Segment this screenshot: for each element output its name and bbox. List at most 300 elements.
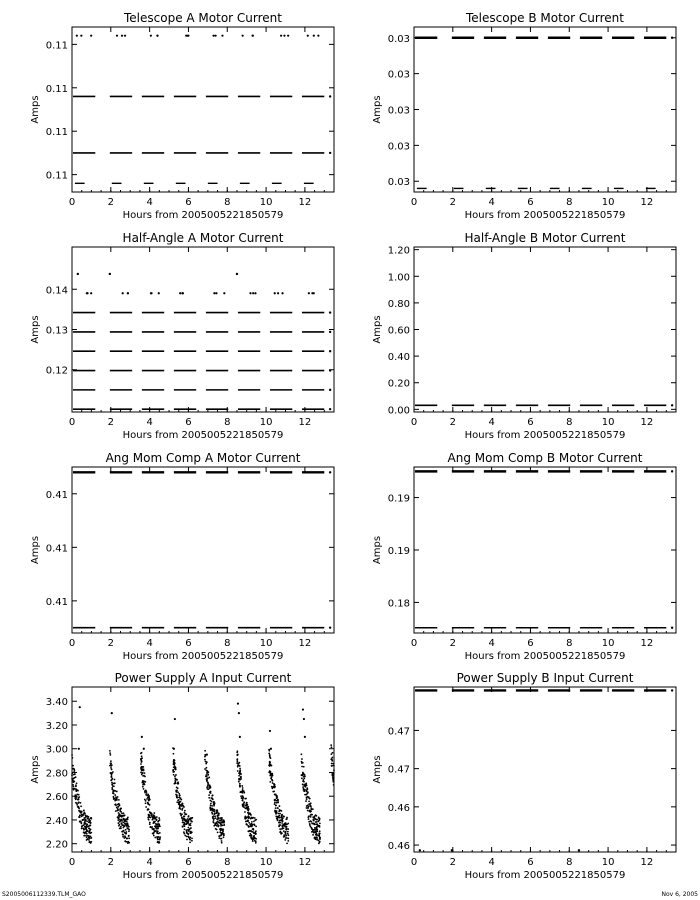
- x-tick-label: 2: [449, 197, 457, 208]
- data-point: [213, 819, 215, 821]
- data-point: [304, 736, 306, 738]
- data-point: [71, 774, 73, 776]
- data-point: [71, 754, 73, 756]
- data-point: [332, 775, 334, 777]
- data-point: [212, 821, 214, 823]
- data-point: [238, 763, 240, 765]
- data-point: [188, 824, 190, 826]
- y-tick-label: 0.14: [45, 285, 68, 297]
- data-point: [319, 822, 321, 824]
- data-point: [159, 819, 161, 821]
- y-axis-label: Amps: [30, 755, 41, 784]
- data-point: [122, 292, 124, 294]
- data-point: [314, 836, 316, 838]
- data-point: [147, 817, 149, 819]
- y-tick-label: 0.40: [387, 352, 410, 364]
- data-point: [206, 779, 208, 781]
- y-tick-label: 0.47: [387, 764, 410, 776]
- data-point: [309, 804, 311, 806]
- data-point: [219, 822, 221, 824]
- data-point: [250, 813, 252, 815]
- data-point: [214, 824, 216, 826]
- data-point: [124, 832, 126, 834]
- x-tick-label: 8: [566, 638, 573, 649]
- y-axis-label: Amps: [30, 315, 41, 344]
- data-point: [210, 809, 212, 811]
- data-point: [158, 839, 160, 841]
- data-point: [313, 817, 315, 819]
- data-point: [156, 35, 158, 37]
- data-point: [123, 819, 125, 821]
- data-point: [74, 794, 76, 796]
- data-point: [156, 832, 158, 834]
- plot-frame: [414, 247, 676, 412]
- data-point: [180, 797, 182, 799]
- data-point: [83, 835, 85, 837]
- data-point: [210, 803, 212, 805]
- footer-file-label: S2005006112339.TLM_GAO: [2, 891, 86, 898]
- chart-title: Power Supply B Input Current: [456, 671, 634, 685]
- x-tick-label: 6: [185, 417, 192, 428]
- data-point: [210, 787, 212, 789]
- data-point: [237, 703, 239, 705]
- data-point: [285, 824, 287, 826]
- data-point: [109, 273, 111, 275]
- data-point: [152, 822, 154, 824]
- data-point: [117, 822, 119, 824]
- data-point: [89, 829, 91, 831]
- chart-title: Ang Mom Comp A Motor Current: [105, 451, 301, 465]
- data-point: [222, 831, 224, 833]
- data-point: [122, 834, 124, 836]
- data-point: [146, 798, 148, 800]
- data-point: [272, 780, 274, 782]
- data-point: [330, 744, 332, 746]
- data-point: [177, 799, 179, 801]
- x-tick-label: 8: [566, 417, 573, 428]
- data-point: [329, 389, 331, 391]
- data-point: [140, 752, 142, 754]
- data-point: [243, 790, 245, 792]
- data-point: [185, 829, 187, 831]
- x-tick-label: 12: [640, 638, 654, 649]
- data-point: [127, 825, 129, 827]
- data-point: [88, 827, 90, 829]
- data-point: [78, 794, 80, 796]
- x-axis-label: Hours from 2005005221850579: [122, 430, 284, 441]
- data-point: [277, 292, 279, 294]
- data-point: [255, 838, 257, 840]
- data-point: [215, 35, 217, 37]
- data-point: [180, 815, 182, 817]
- data-point: [208, 794, 210, 796]
- data-point: [309, 811, 311, 813]
- data-point: [331, 765, 333, 767]
- data-point: [174, 777, 176, 779]
- data-point: [305, 800, 307, 802]
- data-point: [90, 841, 92, 843]
- data-point: [220, 823, 222, 825]
- data-point: [72, 784, 74, 786]
- data-point: [283, 834, 285, 836]
- data-point: [254, 292, 256, 294]
- data-points: [415, 689, 673, 851]
- data-point: [184, 828, 186, 830]
- data-point: [306, 807, 308, 809]
- data-point: [311, 809, 313, 811]
- data-point: [329, 311, 331, 313]
- data-point: [312, 834, 314, 836]
- data-point: [80, 802, 82, 804]
- data-point: [274, 800, 276, 802]
- data-point: [113, 793, 115, 795]
- data-point: [176, 794, 178, 796]
- data-point: [183, 833, 185, 835]
- x-tick-label: 8: [224, 638, 231, 649]
- data-point: [179, 795, 181, 797]
- data-point: [124, 835, 126, 837]
- data-point: [74, 777, 76, 779]
- data-point: [74, 772, 76, 774]
- data-point: [305, 783, 307, 785]
- data-point: [142, 780, 144, 782]
- data-point: [158, 842, 160, 844]
- data-point: [122, 836, 124, 838]
- data-point: [314, 838, 316, 840]
- data-point: [72, 765, 74, 767]
- data-point: [213, 802, 215, 804]
- data-point: [76, 35, 78, 37]
- data-point: [671, 470, 673, 472]
- data-point: [242, 787, 244, 789]
- data-point: [304, 785, 306, 787]
- data-point: [252, 292, 254, 294]
- data-point: [244, 817, 246, 819]
- data-point: [120, 820, 122, 822]
- data-point: [111, 787, 113, 789]
- data-point: [249, 830, 251, 832]
- data-point: [302, 779, 304, 781]
- chart-tel-b: [372, 11, 676, 221]
- data-point: [212, 35, 214, 37]
- data-point: [173, 774, 175, 776]
- data-point: [123, 837, 125, 839]
- data-point: [186, 835, 188, 837]
- data-point: [191, 837, 193, 839]
- data-point: [78, 748, 80, 750]
- data-point: [281, 816, 283, 818]
- data-point: [183, 822, 185, 824]
- data-point: [331, 757, 333, 759]
- data-point: [274, 292, 276, 294]
- x-tick-label: 0: [68, 857, 76, 868]
- data-point: [241, 797, 243, 799]
- data-point: [331, 746, 333, 748]
- data-point: [207, 774, 209, 776]
- data-point: [123, 815, 125, 817]
- data-point: [307, 796, 309, 798]
- data-point: [310, 802, 312, 804]
- data-point: [114, 798, 116, 800]
- data-point: [314, 827, 316, 829]
- x-axis-label: Hours from 2005005221850579: [122, 870, 284, 881]
- data-point: [287, 35, 289, 37]
- data-point: [189, 818, 191, 820]
- data-point: [207, 781, 209, 783]
- data-point: [304, 774, 306, 776]
- data-point: [209, 806, 211, 808]
- data-point: [174, 762, 176, 764]
- data-point: [279, 820, 281, 822]
- data-point: [118, 825, 120, 827]
- data-point: [211, 795, 213, 797]
- x-tick-label: 2: [107, 417, 115, 428]
- x-tick-label: 10: [259, 638, 273, 649]
- data-point: [90, 292, 92, 294]
- x-axis-label: Hours from 2005005221850579: [464, 651, 626, 662]
- data-point: [153, 821, 155, 823]
- y-tick-label: 2.40: [45, 815, 68, 827]
- plot-frame: [72, 467, 334, 633]
- data-point: [152, 833, 154, 835]
- x-tick-label: 0: [410, 857, 418, 868]
- data-points: [73, 471, 331, 629]
- data-point: [311, 292, 313, 294]
- data-point: [247, 809, 249, 811]
- data-point: [241, 800, 243, 802]
- y-tick-label: 1.00: [387, 272, 410, 284]
- data-point: [671, 689, 673, 691]
- y-tick-label: 0.11: [45, 127, 68, 139]
- data-point: [329, 408, 331, 410]
- data-point: [219, 820, 221, 822]
- data-point: [177, 787, 179, 789]
- data-point: [183, 815, 185, 817]
- x-axis-label: Hours from 2005005221850579: [464, 210, 626, 221]
- data-point: [314, 831, 316, 833]
- data-point: [271, 777, 273, 779]
- data-point: [275, 807, 277, 809]
- data-point: [127, 292, 129, 294]
- data-point: [276, 800, 278, 802]
- data-point: [236, 754, 238, 756]
- data-point: [154, 830, 156, 832]
- data-point: [142, 784, 144, 786]
- data-point: [269, 770, 271, 772]
- data-point: [142, 786, 144, 788]
- data-point: [316, 828, 318, 830]
- x-tick-label: 2: [107, 197, 115, 208]
- data-point: [76, 804, 78, 806]
- data-point: [242, 35, 244, 37]
- data-point: [310, 814, 312, 816]
- data-point: [220, 835, 222, 837]
- data-point: [280, 35, 282, 37]
- data-point: [154, 817, 156, 819]
- data-point: [237, 764, 239, 766]
- data-point: [181, 802, 183, 804]
- x-tick-label: 8: [224, 197, 231, 208]
- data-point: [221, 840, 223, 842]
- data-point: [85, 826, 87, 828]
- data-point: [176, 779, 178, 781]
- data-point: [175, 768, 177, 770]
- data-point: [81, 819, 83, 821]
- data-point: [252, 828, 254, 830]
- data-point: [239, 768, 241, 770]
- data-point: [174, 718, 176, 720]
- x-tick-label: 4: [146, 197, 153, 208]
- y-tick-label: 0.60: [387, 325, 410, 337]
- data-point: [83, 810, 85, 812]
- data-point: [239, 771, 241, 773]
- data-points: [71, 703, 335, 845]
- data-point: [211, 805, 213, 807]
- data-point: [215, 828, 217, 830]
- data-point: [208, 777, 210, 779]
- data-point: [307, 816, 309, 818]
- data-point: [244, 811, 246, 813]
- data-point: [277, 802, 279, 804]
- data-point: [306, 787, 308, 789]
- data-point: [304, 794, 306, 796]
- data-point: [144, 792, 146, 794]
- data-point: [181, 818, 183, 820]
- data-point: [144, 799, 146, 801]
- data-point: [310, 826, 312, 828]
- data-point: [317, 35, 319, 37]
- data-point: [285, 822, 287, 824]
- data-point: [280, 831, 282, 833]
- data-point: [187, 35, 189, 37]
- data-point: [144, 790, 146, 792]
- x-tick-label: 0: [68, 197, 76, 208]
- data-point: [302, 762, 304, 764]
- data-point: [79, 816, 81, 818]
- data-point: [223, 292, 225, 294]
- data-point: [114, 782, 116, 784]
- data-point: [251, 831, 253, 833]
- data-point: [143, 770, 145, 772]
- data-point: [151, 826, 153, 828]
- data-point: [306, 805, 308, 807]
- data-point: [110, 776, 112, 778]
- data-point: [117, 806, 119, 808]
- data-point: [73, 774, 75, 776]
- data-point: [303, 776, 305, 778]
- data-point: [269, 763, 271, 765]
- data-point: [315, 821, 317, 823]
- data-point: [173, 766, 175, 768]
- data-point: [279, 809, 281, 811]
- data-point: [116, 35, 118, 37]
- data-point: [141, 736, 143, 738]
- data-point: [279, 805, 281, 807]
- y-tick-label: 0.11: [45, 83, 68, 95]
- data-point: [149, 822, 151, 824]
- data-point: [451, 849, 453, 851]
- data-point: [274, 802, 276, 804]
- data-point: [287, 828, 289, 830]
- y-tick-label: 0.47: [387, 726, 410, 738]
- data-point: [121, 35, 123, 37]
- chart-amc-b: [372, 451, 676, 662]
- data-point: [90, 35, 92, 37]
- data-point: [127, 817, 129, 819]
- data-point: [87, 817, 89, 819]
- data-point: [314, 829, 316, 831]
- data-point: [86, 292, 88, 294]
- x-tick-label: 12: [298, 417, 312, 428]
- y-tick-label: 0.13: [45, 325, 68, 337]
- data-point: [153, 828, 155, 830]
- data-point: [111, 712, 113, 714]
- data-point: [255, 825, 257, 827]
- x-tick-label: 10: [601, 638, 615, 649]
- data-point: [111, 778, 113, 780]
- y-tick-label: 3.20: [45, 720, 68, 732]
- data-point: [283, 830, 285, 832]
- data-point: [81, 826, 83, 828]
- data-point: [301, 758, 303, 760]
- data-point: [215, 817, 217, 819]
- data-point: [74, 788, 76, 790]
- data-point: [317, 824, 319, 826]
- data-point: [118, 814, 120, 816]
- data-point: [248, 826, 250, 828]
- x-tick-label: 6: [185, 197, 192, 208]
- data-point: [183, 818, 185, 820]
- x-tick-label: 4: [146, 638, 153, 649]
- x-tick-label: 12: [640, 197, 654, 208]
- data-point: [74, 797, 76, 799]
- data-point: [287, 840, 289, 842]
- data-point: [128, 835, 130, 837]
- data-point: [319, 826, 321, 828]
- data-point: [239, 783, 241, 785]
- y-tick-label: 0.41: [45, 543, 68, 555]
- data-point: [77, 790, 79, 792]
- data-point: [319, 837, 321, 839]
- data-point: [307, 792, 309, 794]
- data-point: [159, 825, 161, 827]
- data-point: [236, 761, 238, 763]
- data-point: [159, 836, 161, 838]
- plot-frame: [414, 687, 676, 852]
- data-point: [112, 771, 114, 773]
- data-point: [80, 805, 82, 807]
- data-point: [80, 812, 82, 814]
- data-point: [220, 817, 222, 819]
- data-point: [114, 779, 116, 781]
- data-point: [85, 819, 87, 821]
- x-tick-label: 10: [601, 857, 615, 868]
- data-point: [143, 775, 145, 777]
- data-point: [276, 818, 278, 820]
- data-point: [86, 833, 88, 835]
- data-point: [252, 817, 254, 819]
- data-point: [71, 778, 73, 780]
- x-tick-label: 0: [410, 638, 418, 649]
- data-point: [87, 826, 89, 828]
- data-point: [79, 821, 81, 823]
- data-point: [126, 827, 128, 829]
- data-point: [213, 805, 215, 807]
- x-tick-label: 6: [527, 857, 534, 868]
- data-point: [115, 810, 117, 812]
- data-point: [173, 771, 175, 773]
- data-point: [187, 833, 189, 835]
